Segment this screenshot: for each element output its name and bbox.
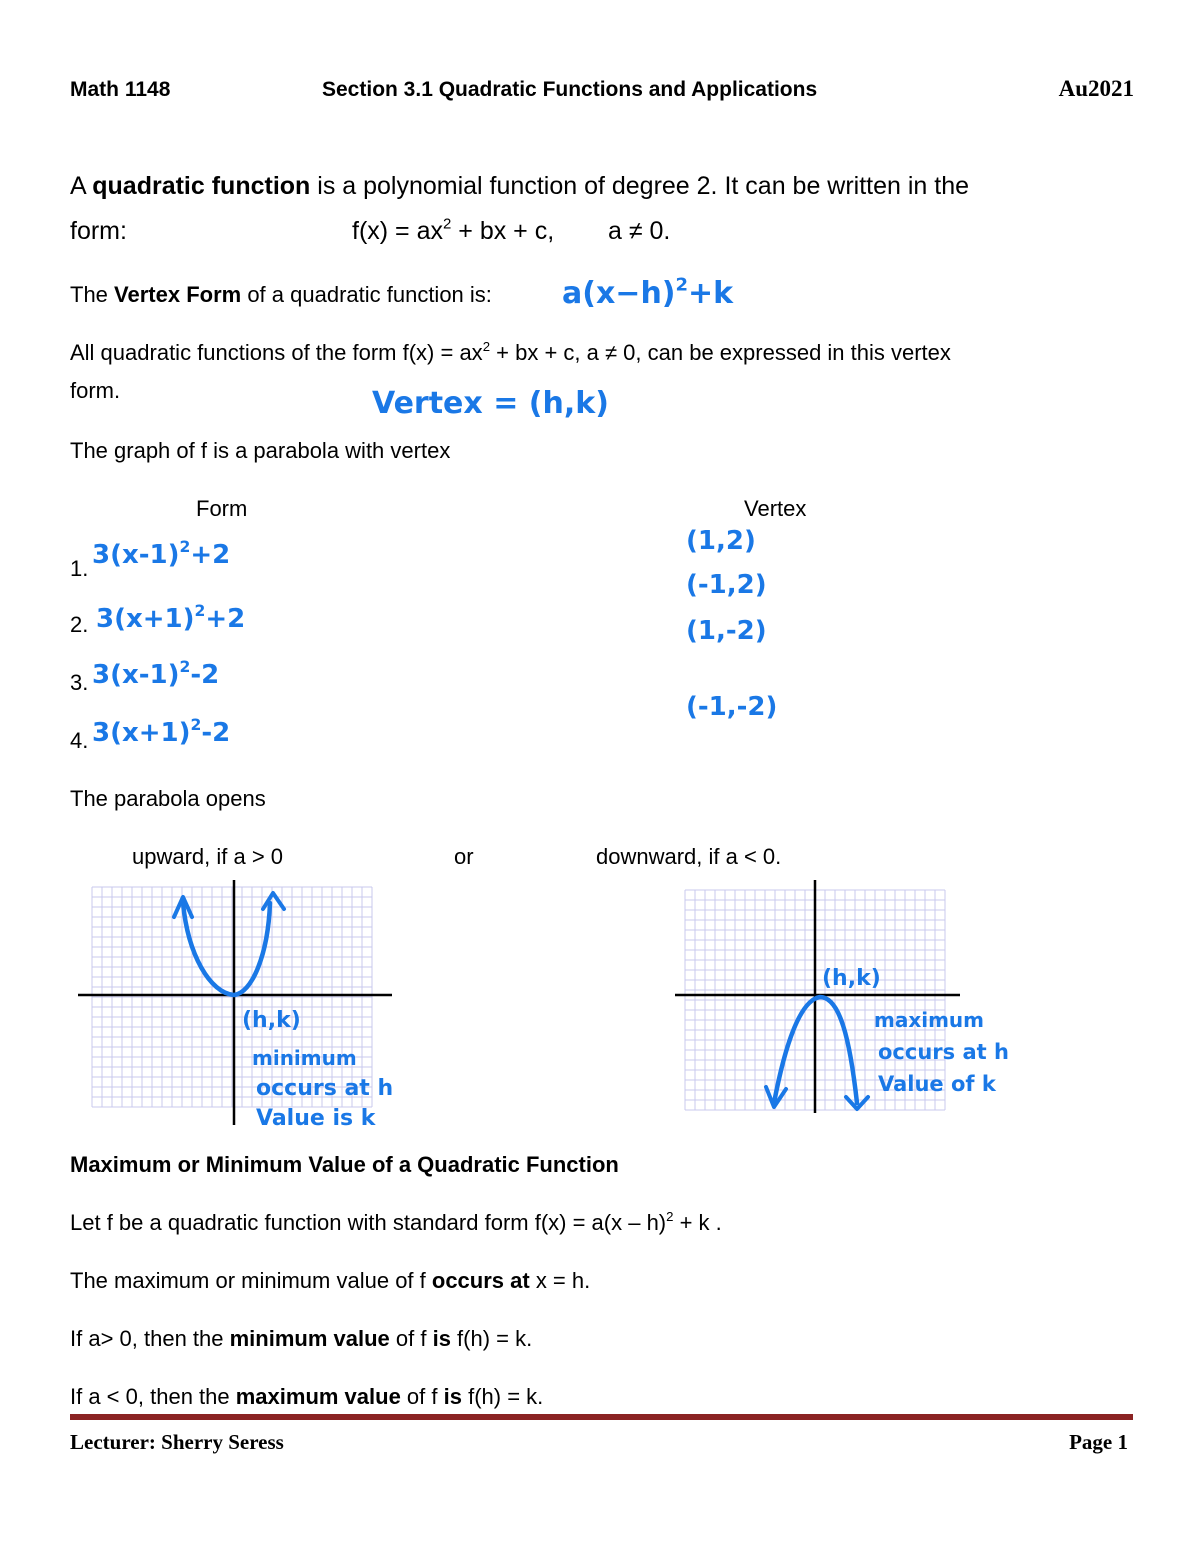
handwritten-form: $3(x+1)^2-2$ [92,716,231,748]
row-number: 2. [70,612,89,637]
term-label: Au2021 [1058,76,1134,101]
handwritten-form: $3(x-1)^2-2$ [92,658,220,690]
form-label: form: [70,217,127,245]
maximum-note: maximum [874,1008,985,1032]
all-quadratics-line: All quadratic functions of the form $f(x) = ax^2$ + bx + c, a ≠ 0, can be expressed in this vertex [70,338,951,365]
occurs-at-note: occurs at h [256,1076,394,1101]
vertex-form-line: The Vertex Form of a quadratic function is: [70,282,492,307]
downward-condition: downward, if a < 0. [596,844,782,869]
all-quadratics-line-2: form. [70,378,121,403]
parabola-opens-text: The parabola opens [70,786,266,811]
nonzero-condition: a ≠ 0. [608,217,671,245]
maximum-value-line: If a < 0, then the maximum value of f is f(h) = k. [70,1384,544,1409]
occurs-at-note: occurs at h [878,1040,1009,1064]
minimum-note: minimum [252,1046,357,1070]
standard-form-formula: $f(x) = ax^2$ + bx + c, [352,215,555,245]
maxmin-title: Maximum or Minimum Value of a Quadratic Function [70,1152,619,1177]
handwritten-vertex: (-1,-2) [686,692,778,722]
handwritten-vertex: (-1,2) [686,570,767,600]
handwritten-vertex: (1,-2) [686,616,767,646]
lecturer-label: Lecturer: Sherry Seress [70,1430,284,1454]
course-label: Math 1148 [70,78,171,101]
vertex-column-header: Vertex [744,496,807,521]
quadratic-function-term: quadratic function [92,172,311,200]
form-column-header: Form [196,496,248,521]
footer-divider [70,1414,1133,1420]
page-number: Page 1 [1069,1430,1128,1454]
graph-sentence: The graph of f is a parabola with vertex [70,438,451,463]
handwritten-vertex-note: Vertex = (h,k) [372,386,609,421]
occurs-at-line: The maximum or minimum value of f occurs at x = h. [70,1268,591,1293]
handwritten-form: $3(x-1)^2+2$ [92,538,231,570]
handwritten-form: $3(x+1)^2+2$ [96,602,246,634]
value-note: Value of k [878,1072,996,1096]
row-number: 1. [70,556,89,581]
handwritten-vertex: (1,2) [686,526,756,556]
vertex-label: (h,k) [242,1008,301,1033]
vertex-label: (h,k) [822,966,881,991]
value-note: Value is k [256,1106,376,1131]
row-number: 4. [70,728,89,753]
upward-condition: upward, if a > 0 [132,844,284,869]
section-title: Section 3.1 Quadratic Functions and Applications [322,78,818,101]
downward-parabola-graph [670,875,1030,1120]
handwritten-vertex-form: $a(x-h)^2+k$ [562,274,734,311]
intro-line-1: A quadratic function is a polynomial function of degree 2. It can be written in the [70,172,970,200]
upward-parabola-graph [70,875,420,1135]
row-number: 3. [70,670,89,695]
minimum-value-line: If a> 0, then the minimum value of f is f(h) = k. [70,1326,533,1351]
standard-form-line: Let f be a quadratic function with standard form f(x) = a(x – h)$^2$ + k . [70,1208,722,1235]
or-text: or [454,844,474,869]
